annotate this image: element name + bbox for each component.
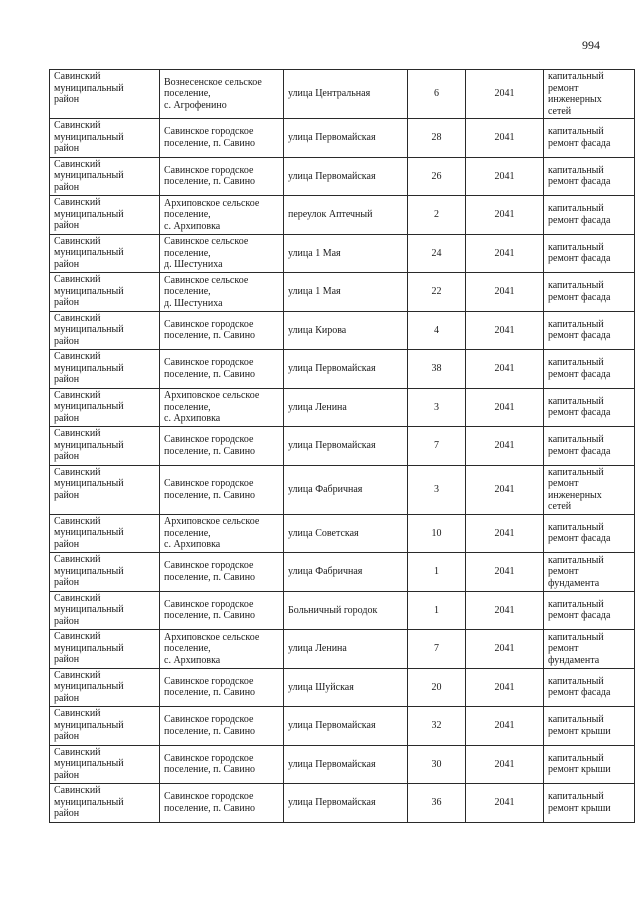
year-cell: 2041 — [466, 234, 544, 273]
district-cell-line: район — [54, 258, 80, 270]
table-row — [50, 350, 635, 389]
work-type-cell — [544, 591, 635, 630]
district-cell-line: Савинский — [54, 515, 101, 527]
district-cell — [50, 350, 160, 389]
work-type-cell-line: капитальный — [548, 675, 604, 687]
table-row — [50, 311, 635, 350]
settlement-cell-line: поселение, п. Савино — [164, 489, 256, 501]
district-cell — [50, 465, 160, 514]
district-cell-line: район — [54, 808, 80, 819]
district-cell-line: район — [54, 731, 80, 742]
year-cell: 2041 — [466, 707, 544, 746]
year-cell: 2041 — [466, 784, 544, 823]
house-number-cell: 6 — [408, 70, 466, 119]
work-type-cell-line: инженерных — [548, 94, 602, 105]
work-type-cell — [544, 514, 635, 553]
work-type-cell-line: капитальный — [548, 203, 604, 215]
house-number-cell: 38 — [408, 350, 466, 389]
settlement-cell-line: Архиповское сельское — [164, 631, 260, 643]
house-number-cell: 20 — [408, 668, 466, 707]
settlement-cell-line: д. Шестуниха — [164, 259, 223, 270]
work-type-cell-line: ремонт фасада — [548, 368, 611, 380]
district-cell-line: муниципальный — [54, 478, 124, 489]
table-row — [50, 591, 635, 630]
street-cell: переулок Аптечный — [284, 196, 408, 235]
settlement-cell-line: поселение, п. Савино — [164, 725, 256, 737]
district-cell-line: район — [54, 181, 80, 193]
settlement-cell-line: Савинское городское — [164, 357, 254, 369]
settlement-cell — [160, 311, 284, 350]
settlement-cell — [160, 591, 284, 630]
district-cell-line: район — [54, 94, 80, 105]
district-cell — [50, 553, 160, 592]
street-cell: улица Кирова — [284, 311, 408, 350]
settlement-cell-line: Савинское городское — [164, 598, 254, 610]
work-type-cell — [544, 427, 635, 466]
settlement-cell-line: поселение, п. Савино — [164, 176, 256, 188]
settlement-cell-line: д. Шестуниха — [164, 297, 223, 309]
year-cell: 2041 — [466, 427, 544, 466]
year-cell: 2041 — [466, 388, 544, 427]
district-cell-line: Савинский — [54, 235, 101, 247]
district-cell-line: муниципальный — [54, 758, 124, 769]
district-cell-line: Савинский — [54, 746, 101, 758]
year-cell: 2041 — [466, 311, 544, 350]
district-cell-line: муниципальный — [54, 527, 124, 538]
district-cell — [50, 707, 160, 746]
settlement-cell-line: с. Архиповка — [164, 539, 221, 550]
table-row — [50, 70, 635, 119]
work-type-cell-line: ремонт фасада — [548, 176, 611, 188]
settlement-cell-line: поселение, — [164, 643, 211, 654]
table-row — [50, 119, 635, 158]
settlement-cell-line: поселение, п. Савино — [164, 687, 256, 699]
settlement-cell-line: Савинское городское — [164, 126, 254, 138]
district-cell — [50, 119, 160, 158]
house-number-cell: 10 — [408, 514, 466, 553]
settlement-cell — [160, 668, 284, 707]
work-type-cell-line: фундамента — [548, 577, 600, 589]
district-cell — [50, 273, 160, 312]
settlement-cell — [160, 196, 284, 235]
house-number-cell: 2 — [408, 196, 466, 235]
settlement-cell-line: с. Архиповка — [164, 220, 221, 232]
settlement-cell — [160, 388, 284, 427]
district-cell-line: Савинский — [54, 631, 101, 642]
work-type-cell — [544, 784, 635, 823]
settlement-cell-line: поселение, п. Савино — [164, 764, 256, 776]
settlement-cell — [160, 350, 284, 389]
table-row — [50, 157, 635, 196]
settlement-cell-line: поселение, — [164, 88, 211, 100]
work-type-cell-line: инженерных — [548, 489, 602, 501]
table-row — [50, 514, 635, 553]
table-row — [50, 273, 635, 312]
district-cell-line: район — [54, 297, 80, 308]
district-cell — [50, 196, 160, 235]
work-type-cell-line: ремонт фасада — [548, 291, 611, 303]
street-cell: улица Первомайская — [284, 350, 408, 389]
district-cell-line: Савинский — [54, 274, 101, 285]
street-cell: улица Шуйская — [284, 668, 408, 707]
district-cell-line: район — [54, 538, 80, 550]
settlement-cell-line: с. Архиповка — [164, 654, 221, 666]
table-row — [50, 553, 635, 592]
house-number-cell: 30 — [408, 745, 466, 784]
work-type-cell-line: капитальный — [548, 164, 604, 176]
settlement-cell-line: Архиповское сельское — [164, 390, 260, 401]
settlement-cell — [160, 157, 284, 196]
settlement-cell-line: поселение, п. Савино — [164, 610, 256, 622]
table-row — [50, 630, 635, 669]
district-cell-line: район — [54, 374, 80, 385]
year-cell: 2041 — [466, 591, 544, 630]
district-cell — [50, 745, 160, 784]
work-type-cell-line: капитальный — [548, 752, 604, 764]
table-row — [50, 234, 635, 273]
year-cell: 2041 — [466, 350, 544, 389]
settlement-cell-line: Савинское городское — [164, 714, 254, 726]
settlement-cell-line: Савинское городское — [164, 752, 254, 764]
year-cell: 2041 — [466, 745, 544, 784]
district-cell-line: Савинский — [54, 71, 101, 82]
district-cell-line: Савинский — [54, 785, 101, 796]
district-cell-line: Савинский — [54, 554, 101, 565]
table-row — [50, 196, 635, 235]
settlement-cell-line: Савинское городское — [164, 434, 254, 446]
work-type-cell-line: ремонт крыши — [548, 802, 611, 814]
work-type-cell-line: ремонт фасада — [548, 687, 611, 699]
settlement-cell-line: Савинское городское — [164, 675, 254, 687]
settlement-cell-line: Савинское сельское — [164, 274, 249, 286]
street-cell: улица Ленина — [284, 388, 408, 427]
settlement-cell-line: поселение, — [164, 286, 211, 297]
street-cell: улица Первомайская — [284, 119, 408, 158]
district-cell-line: муниципальный — [54, 719, 124, 731]
settlement-cell-line: поселение, п. Савино — [164, 137, 256, 149]
settlement-cell-line: поселение, п. Савино — [164, 330, 256, 342]
settlement-cell-line: поселение, — [164, 247, 211, 259]
district-cell — [50, 427, 160, 466]
district-cell-line: район — [54, 143, 80, 154]
work-type-cell-line: сетей — [548, 105, 572, 117]
district-cell-line: район — [54, 692, 80, 704]
settlement-cell — [160, 119, 284, 158]
table-row — [50, 745, 635, 784]
settlement-cell-line: Савинское городское — [164, 318, 254, 330]
work-type-cell-line: капитальный — [548, 395, 604, 407]
year-cell: 2041 — [466, 553, 544, 592]
district-cell-line: муниципальный — [54, 131, 124, 143]
work-type-cell-line: сетей — [548, 501, 572, 512]
district-cell — [50, 70, 160, 119]
work-type-cell-line: капитальный — [548, 791, 604, 803]
year-cell: 2041 — [466, 465, 544, 514]
year-cell: 2041 — [466, 273, 544, 312]
work-type-cell — [544, 388, 635, 427]
settlement-cell-line: поселение, п. Савино — [164, 571, 256, 583]
district-cell-line: муниципальный — [54, 401, 124, 412]
settlement-cell — [160, 273, 284, 312]
district-cell-line: Савинский — [54, 312, 101, 324]
work-type-cell-line: ремонт фасада — [548, 407, 611, 419]
year-cell: 2041 — [466, 196, 544, 235]
district-cell-line: муниципальный — [54, 642, 124, 654]
house-number-cell: 26 — [408, 157, 466, 196]
table-row — [50, 707, 635, 746]
settlement-cell — [160, 465, 284, 514]
work-type-cell-line: ремонт — [548, 82, 579, 94]
street-cell: улица Первомайская — [284, 707, 408, 746]
district-cell — [50, 668, 160, 707]
district-cell-line: район — [54, 769, 80, 781]
settlement-cell-line: с. Агрофенино — [164, 99, 227, 111]
district-cell-line: муниципальный — [54, 82, 124, 94]
house-number-cell: 3 — [408, 465, 466, 514]
district-cell-line: район — [54, 412, 80, 424]
year-cell: 2041 — [466, 70, 544, 119]
work-type-cell — [544, 196, 635, 235]
settlement-cell-line: поселение, — [164, 527, 211, 539]
settlement-cell-line: поселение, п. Савино — [164, 368, 256, 380]
district-cell-line: муниципальный — [54, 439, 124, 451]
district-cell — [50, 630, 160, 669]
work-type-cell-line: капитальный — [548, 598, 604, 610]
work-type-cell-line: капитальный — [548, 241, 604, 253]
settlement-cell-line: Вознесенское сельское — [164, 76, 262, 88]
repair-schedule-table — [49, 69, 635, 823]
street-cell: улица Первомайская — [284, 745, 408, 784]
district-cell-line: муниципальный — [54, 796, 124, 808]
settlement-cell — [160, 70, 284, 119]
district-cell-line: Савинский — [54, 669, 101, 681]
district-cell — [50, 591, 160, 630]
district-cell-line: Савинский — [54, 592, 101, 604]
work-type-cell-line: ремонт — [548, 566, 579, 577]
table-row — [50, 465, 635, 514]
district-cell-line: Савинский — [54, 351, 101, 362]
district-cell — [50, 784, 160, 823]
work-type-cell-line: ремонт — [548, 478, 579, 489]
district-cell-line: муниципальный — [54, 170, 124, 181]
settlement-cell — [160, 707, 284, 746]
work-type-cell — [544, 119, 635, 158]
district-cell-line: муниципальный — [54, 324, 124, 335]
settlement-cell-line: поселение, п. Савино — [164, 802, 256, 814]
house-number-cell: 36 — [408, 784, 466, 823]
work-type-cell — [544, 707, 635, 746]
district-cell-line: Савинский — [54, 708, 101, 719]
settlement-cell-line: Савинское городское — [164, 560, 254, 572]
work-type-cell-line: капитальный — [548, 280, 604, 292]
district-cell-line: район — [54, 335, 80, 347]
street-cell: улица Фабричная — [284, 465, 408, 514]
house-number-cell: 4 — [408, 311, 466, 350]
district-cell-line: муниципальный — [54, 362, 124, 374]
work-type-cell — [544, 668, 635, 707]
settlement-cell-line: поселение, — [164, 401, 211, 413]
house-number-cell: 3 — [408, 388, 466, 427]
district-cell-line: район — [54, 451, 80, 462]
year-cell: 2041 — [466, 630, 544, 669]
street-cell: улица Первомайская — [284, 784, 408, 823]
district-cell — [50, 388, 160, 427]
house-number-cell: 1 — [408, 553, 466, 592]
street-cell: улица Центральная — [284, 70, 408, 119]
settlement-cell — [160, 630, 284, 669]
district-cell-line: Савинский — [54, 466, 101, 478]
district-cell — [50, 157, 160, 196]
district-cell-line: Савинский — [54, 120, 101, 131]
settlement-cell-line: Савинское сельское — [164, 236, 249, 247]
work-type-cell — [544, 273, 635, 312]
work-type-cell — [544, 157, 635, 196]
work-type-cell-line: капитальный — [548, 554, 604, 566]
district-cell-line: район — [54, 615, 80, 627]
work-type-cell-line: ремонт фасада — [548, 137, 611, 149]
house-number-cell: 24 — [408, 234, 466, 273]
work-type-cell-line: ремонт крыши — [548, 764, 611, 776]
district-cell-line: муниципальный — [54, 285, 124, 297]
work-type-cell-line: ремонт фасада — [548, 214, 611, 226]
settlement-cell-line: Архиповское сельское — [164, 516, 260, 527]
work-type-cell-line: фундамента — [548, 654, 600, 666]
work-type-cell-line: капитальный — [548, 466, 604, 478]
district-cell-line: район — [54, 577, 80, 588]
district-cell-line: муниципальный — [54, 247, 124, 258]
street-cell: улица Ленина — [284, 630, 408, 669]
work-type-cell-line: капитальный — [548, 434, 604, 446]
settlement-cell-line: Савинское городское — [164, 791, 254, 803]
settlement-cell — [160, 784, 284, 823]
street-cell: улица Первомайская — [284, 157, 408, 196]
settlement-cell — [160, 234, 284, 273]
house-number-cell: 22 — [408, 273, 466, 312]
settlement-cell-line: поселение, п. Савино — [164, 445, 256, 457]
work-type-cell — [544, 70, 635, 119]
work-type-cell-line: ремонт крыши — [548, 725, 611, 737]
house-number-cell: 32 — [408, 707, 466, 746]
work-type-cell — [544, 745, 635, 784]
street-cell: улица Фабричная — [284, 553, 408, 592]
work-type-cell — [544, 234, 635, 273]
district-cell-line: Савинский — [54, 428, 101, 439]
work-type-cell-line: ремонт фасада — [548, 330, 611, 342]
table-row — [50, 784, 635, 823]
work-type-cell-line: ремонт фасада — [548, 533, 611, 545]
house-number-cell: 28 — [408, 119, 466, 158]
work-type-cell-line: ремонт фасада — [548, 445, 611, 457]
street-cell: улица Советская — [284, 514, 408, 553]
work-type-cell — [544, 350, 635, 389]
street-cell: улица 1 Мая — [284, 273, 408, 312]
settlement-cell-line: Архиповское сельское — [164, 197, 260, 209]
district-cell — [50, 514, 160, 553]
district-cell-line: Савинский — [54, 197, 101, 208]
work-type-cell — [544, 553, 635, 592]
work-type-cell-line: ремонт фасада — [548, 610, 611, 622]
settlement-cell-line: Савинское городское — [164, 478, 254, 489]
district-cell — [50, 311, 160, 350]
work-type-cell-line: капитальный — [548, 714, 604, 726]
table-body — [50, 70, 635, 823]
work-type-cell-line: капитальный — [548, 521, 604, 533]
street-cell: улица 1 Мая — [284, 234, 408, 273]
street-cell: Больничный городок — [284, 591, 408, 630]
page-number: 994 — [582, 38, 600, 52]
house-number-cell: 1 — [408, 591, 466, 630]
settlement-cell — [160, 427, 284, 466]
work-type-cell-line: капитальный — [548, 357, 604, 369]
table-row — [50, 388, 635, 427]
year-cell: 2041 — [466, 514, 544, 553]
settlement-cell-line: Савинское городское — [164, 164, 254, 176]
year-cell: 2041 — [466, 668, 544, 707]
table-row — [50, 427, 635, 466]
district-cell-line: муниципальный — [54, 565, 124, 577]
work-type-cell-line: ремонт — [548, 643, 579, 654]
settlement-cell — [160, 553, 284, 592]
house-number-cell: 7 — [408, 427, 466, 466]
settlement-cell-line: с. Архиповка — [164, 413, 221, 424]
work-type-cell — [544, 630, 635, 669]
work-type-cell — [544, 465, 635, 514]
district-cell-line: Савинский — [54, 158, 101, 170]
work-type-cell-line: капитальный — [548, 126, 604, 138]
work-type-cell-line: капитальный — [548, 71, 604, 82]
district-cell — [50, 234, 160, 273]
district-cell-line: муниципальный — [54, 681, 124, 692]
settlement-cell — [160, 745, 284, 784]
settlement-cell-line: поселение, — [164, 209, 211, 220]
district-cell-line: район — [54, 489, 80, 501]
work-type-cell-line: ремонт фасада — [548, 253, 611, 265]
district-cell-line: муниципальный — [54, 208, 124, 220]
district-cell-line: район — [54, 654, 80, 665]
table-row — [50, 668, 635, 707]
work-type-cell-line: капитальный — [548, 631, 604, 643]
street-cell: улица Первомайская — [284, 427, 408, 466]
district-cell-line: Савинский — [54, 389, 101, 401]
work-type-cell-line: капитальный — [548, 318, 604, 330]
house-number-cell: 7 — [408, 630, 466, 669]
district-cell-line: район — [54, 220, 80, 231]
work-type-cell — [544, 311, 635, 350]
settlement-cell — [160, 514, 284, 553]
year-cell: 2041 — [466, 119, 544, 158]
year-cell: 2041 — [466, 157, 544, 196]
district-cell-line: муниципальный — [54, 604, 124, 615]
